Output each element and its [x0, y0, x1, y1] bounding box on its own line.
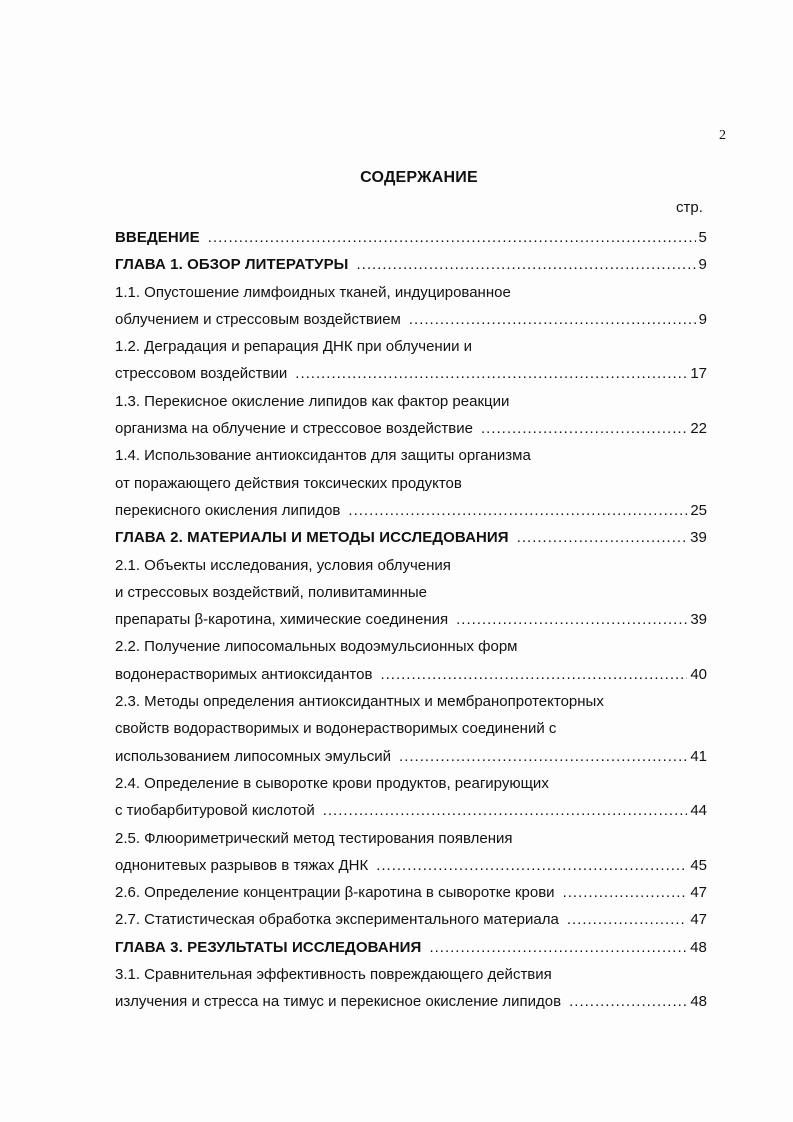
toc-entry — [115, 497, 707, 524]
toc-entry-text: 2.3. Методы определения антиоксидантных и мембранопротекторных — [115, 693, 604, 711]
toc-entry — [115, 360, 707, 387]
toc-entry-text: стрессовом воздействии — [115, 365, 288, 383]
table-of-contents — [115, 224, 707, 1016]
toc-entry — [115, 606, 707, 633]
toc-entry — [115, 306, 707, 333]
dot-leader — [348, 497, 687, 524]
toc-entry-text: 1.3. Перекисное окисление липидов как фактор реакции — [115, 392, 510, 410]
toc-entry — [115, 552, 707, 579]
dot-leader — [409, 306, 696, 333]
toc-entry — [115, 633, 707, 660]
toc-entry — [115, 279, 707, 306]
toc-entry-page: 47 — [690, 911, 707, 929]
dot-leader — [208, 224, 696, 251]
toc-entry-text: 2.7. Статистическая обработка экспериментального материала — [115, 911, 559, 929]
toc-entry — [115, 743, 707, 770]
toc-entry-page: 17 — [690, 365, 707, 383]
dot-leader — [567, 906, 687, 933]
toc-entry — [115, 415, 707, 442]
toc-entry-page: 5 — [698, 229, 707, 246]
toc-entry-text: 3.1. Сравнительная эффективность повреждающего действия — [115, 966, 552, 984]
page-number: 2 — [719, 128, 726, 143]
toc-entry — [115, 442, 707, 469]
toc-entry — [115, 579, 707, 606]
toc-entry-text: с тиобарбитуровой кислотой — [115, 802, 315, 820]
toc-entry — [115, 988, 707, 1015]
dot-leader — [517, 524, 687, 551]
dot-leader — [399, 743, 687, 770]
toc-entry-text: 2.6. Определение концентрации β-каротина в сыворотке крови — [115, 884, 555, 902]
toc-entry-text: 1.1. Опустошение лимфоидных тканей, индуцированное — [115, 283, 511, 301]
toc-entry-text: 2.1. Объекты исследования, условия облучения — [115, 556, 451, 574]
dot-leader — [380, 661, 687, 688]
dot-leader — [569, 988, 687, 1015]
toc-entry-page: 48 — [690, 938, 707, 956]
toc-entry-text: ГЛАВА 2. МАТЕРИАЛЫ И МЕТОДЫ ИССЛЕДОВАНИЯ — [115, 529, 509, 547]
toc-entry — [115, 388, 707, 415]
toc-entry-page: 22 — [690, 420, 707, 438]
toc-entry-page: 25 — [690, 501, 707, 519]
toc-title: СОДЕРЖАНИЕ — [360, 169, 478, 186]
toc-entry-text: перекисного окисления липидов — [115, 501, 341, 519]
toc-chapter-heading — [115, 524, 707, 551]
toc-entry-page: 39 — [690, 611, 707, 629]
toc-entry-text: облучением и стрессовым воздействием — [115, 310, 401, 328]
toc-entry-page: 40 — [690, 665, 707, 683]
toc-entry-text: 2.4. Определение в сыворотке крови продуктов, реагирующих — [115, 774, 549, 792]
toc-entry — [115, 906, 707, 933]
toc-entry — [115, 825, 707, 852]
toc-entry-text: организма на облучение и стрессовое воздействие — [115, 420, 473, 438]
toc-entry-text: однонитевых разрывов в тяжах ДНК — [115, 856, 369, 874]
toc-entry-page: 48 — [690, 993, 707, 1011]
toc-entry — [115, 961, 707, 988]
toc-entry — [115, 715, 707, 742]
toc-entry-text: от поражающего действия токсических продуктов — [115, 474, 462, 492]
dot-leader — [295, 360, 687, 387]
toc-entry-text: излучения и стресса на тимус и перекисное окисление липидов — [115, 993, 562, 1011]
dot-leader — [456, 606, 687, 633]
toc-entry-page: 9 — [698, 310, 707, 328]
toc-entry-page: 47 — [690, 884, 707, 902]
toc-chapter-heading — [115, 224, 707, 251]
dot-leader — [481, 415, 687, 442]
toc-entry-text: водонерастворимых антиоксидантов — [115, 665, 373, 683]
toc-entry-text: 2.2. Получение липосомальных водоэмульсионных форм — [115, 638, 518, 656]
toc-entry-text: и стрессовых воздействий, поливитаминные — [115, 583, 427, 601]
toc-entry — [115, 688, 707, 715]
dot-leader — [356, 251, 695, 278]
toc-entry-text: ГЛАВА 1. ОБЗОР ЛИТЕРАТУРЫ — [115, 256, 349, 274]
toc-entry-page: 39 — [690, 529, 707, 547]
toc-entry-page: 41 — [690, 747, 707, 765]
toc-entry — [115, 661, 707, 688]
toc-entry-page: 44 — [690, 802, 707, 820]
toc-entry — [115, 879, 707, 906]
toc-entry-text: использованием липосомных эмульсий — [115, 747, 392, 765]
dot-leader — [323, 797, 688, 824]
toc-entry — [115, 333, 707, 360]
toc-entry — [115, 470, 707, 497]
toc-entry-text: ВВЕДЕНИЕ — [115, 229, 200, 246]
toc-entry-page: 45 — [690, 856, 707, 874]
toc-entry-text: ГЛАВА 3. РЕЗУЛЬТАТЫ ИССЛЕДОВАНИЯ — [115, 938, 422, 956]
toc-entry — [115, 797, 707, 824]
toc-entry-page: 9 — [698, 256, 707, 274]
dot-leader — [376, 852, 687, 879]
toc-entry-text: свойств водорастворимых и водонерастворимых соединений с — [115, 720, 557, 738]
page-column-label: стр. — [676, 199, 703, 216]
toc-entry-text: препараты β-каротина, химические соединения — [115, 611, 449, 629]
toc-entry-text: 2.5. Флюориметрический метод тестирования появления — [115, 829, 513, 847]
toc-chapter-heading — [115, 934, 707, 961]
toc-chapter-heading — [115, 251, 707, 278]
dot-leader — [563, 879, 688, 906]
toc-entry-text: 1.2. Деградация и репарация ДНК при облучении и — [115, 338, 473, 356]
toc-entry-text: 1.4. Использование антиоксидантов для защиты организма — [115, 447, 531, 465]
dot-leader — [429, 934, 687, 961]
toc-entry — [115, 770, 707, 797]
toc-entry — [115, 852, 707, 879]
